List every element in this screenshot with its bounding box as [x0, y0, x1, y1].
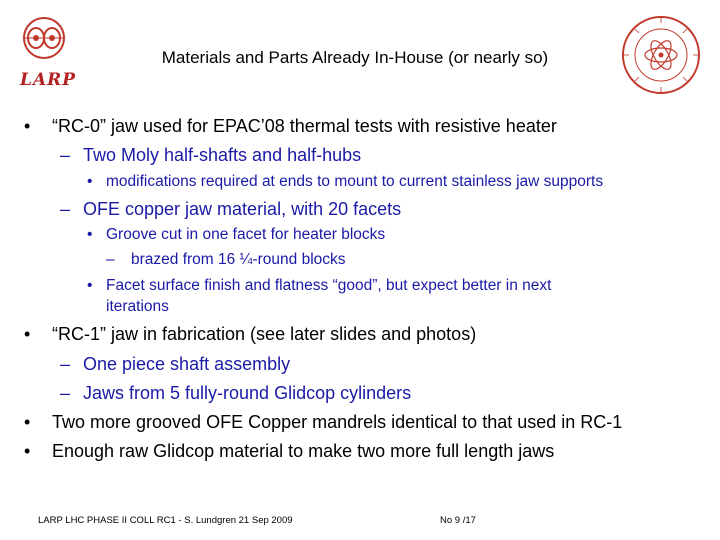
larp-logo-text: LARP: [20, 70, 77, 90]
bullet-text: Enough raw Glidcop material to make two more full length jaws: [52, 441, 555, 461]
level4-bullet-text: brazed from 16 ¼-round blocks: [131, 251, 346, 268]
bullet-marker: •: [24, 441, 31, 461]
sub-bullet-text: Jaws from 5 fully-round Glidcop cylinders: [83, 383, 412, 403]
sub-bullet-marker: –: [60, 354, 71, 374]
sub-sub-bullet-marker: •: [87, 226, 93, 243]
bullet-text: “RC-1” jaw in fabrication (see later slides and photos): [52, 324, 477, 344]
bullet-text: “RC-0” jaw used for EPAC’08 thermal tests with resistive heater: [52, 116, 557, 136]
sub-sub-bullet-continuation: iterations: [106, 298, 169, 315]
bullet-marker: •: [24, 116, 31, 136]
sub-sub-bullet-marker: •: [87, 277, 93, 294]
sub-bullet-text: One piece shaft assembly: [83, 354, 291, 374]
footer-page-number: No 9 /17: [440, 515, 476, 526]
seal-icon: [620, 14, 702, 96]
sub-sub-bullet-text: Groove cut in one facet for heater blocks: [106, 226, 386, 243]
bullet-marker: •: [24, 412, 31, 432]
bullet-marker: •: [24, 324, 31, 344]
sub-bullet-text: Two Moly half-shafts and half-hubs: [83, 145, 362, 165]
slide-title: Materials and Parts Already In-House (or nearly so): [161, 48, 549, 67]
sub-sub-bullet-text: Facet surface finish and flatness “good”, but expect better in next: [106, 277, 552, 294]
sub-bullet-text: OFE copper jaw material, with 20 facets: [83, 199, 402, 219]
sub-bullet-marker: –: [60, 145, 71, 165]
sub-sub-bullet-marker: •: [87, 173, 93, 190]
footer-left: LARP LHC PHASE II COLL RC1 - S. Lundgren 21 Sep 2009: [38, 515, 293, 526]
sub-sub-bullet-text: modifications required at ends to mount to current stainless jaw supports: [106, 173, 604, 190]
level4-bullet-marker: –: [106, 251, 115, 268]
sub-bullet-marker: –: [60, 199, 71, 219]
sub-bullet-marker: –: [60, 383, 71, 403]
bullet-text: Two more grooved OFE Copper mandrels identical to that used in RC-1: [52, 412, 623, 432]
